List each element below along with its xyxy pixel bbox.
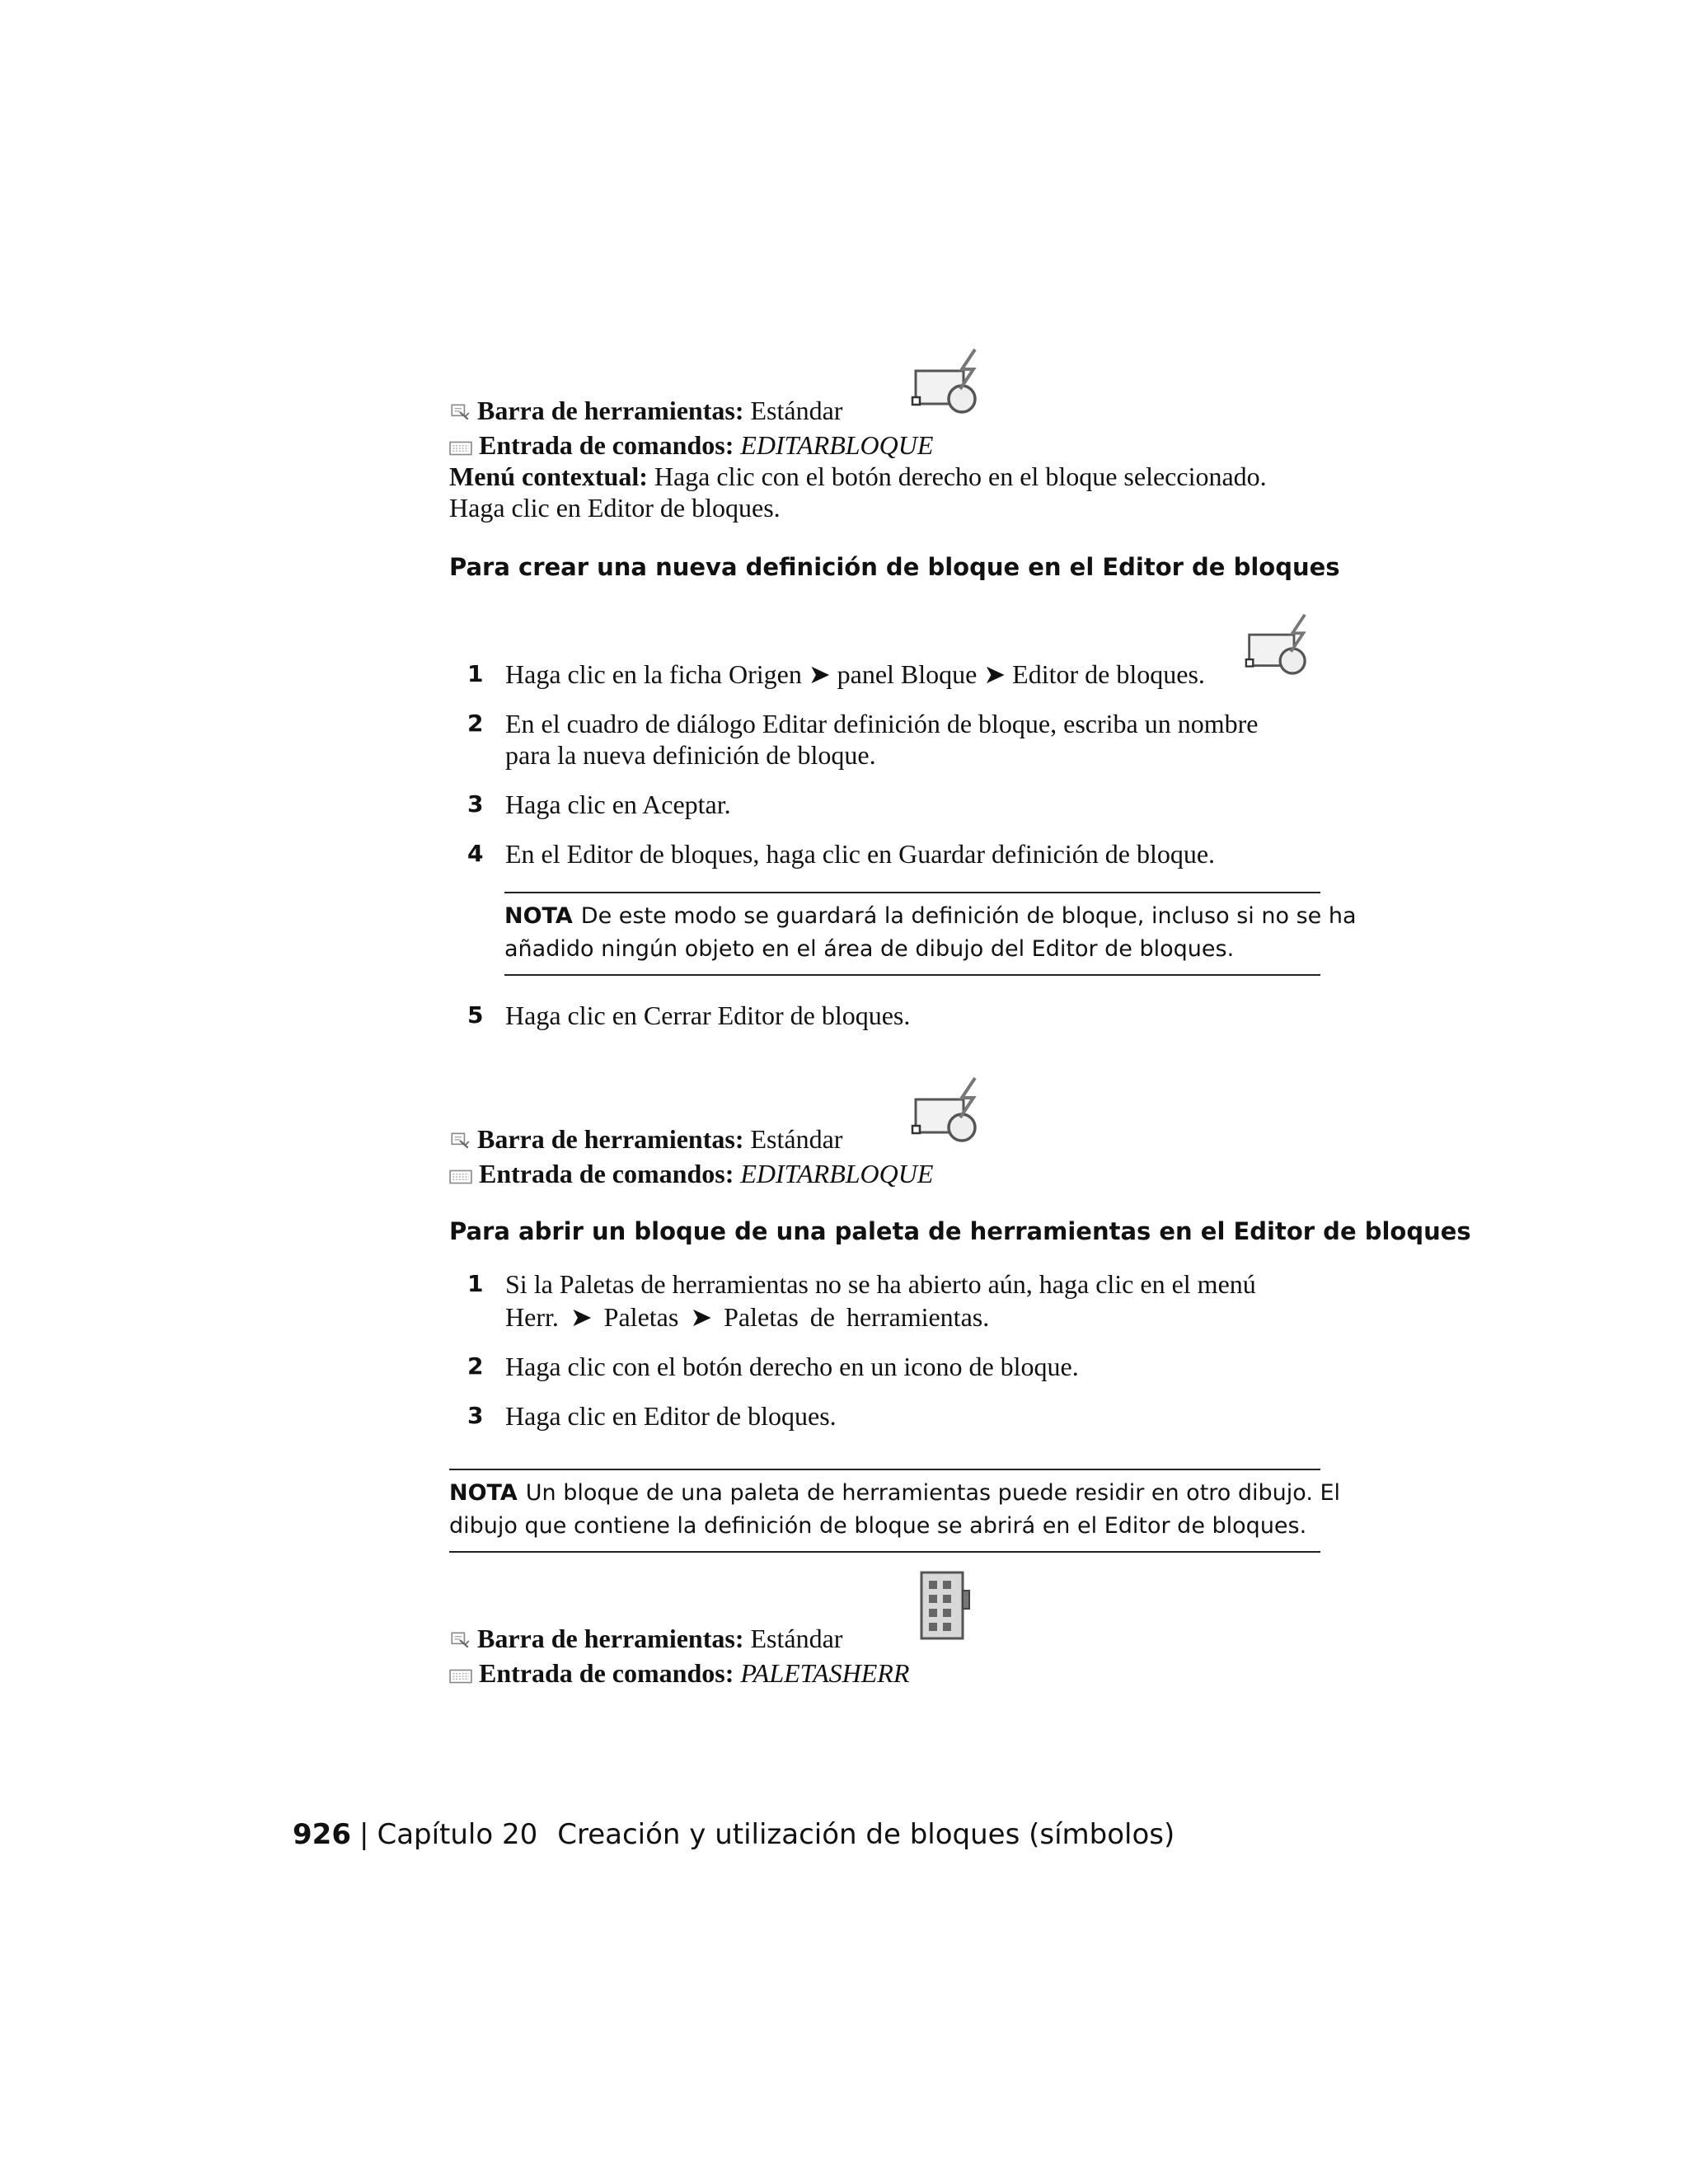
- command-label: Entrada de comandos:: [479, 1159, 734, 1188]
- tool-palettes-icon[interactable]: [918, 1569, 973, 1643]
- context-menu-line: [449, 460, 1267, 493]
- toolbar-label: Barra de herramientas:: [477, 1624, 744, 1653]
- step-text: Haga clic en Editor de bloques.: [505, 1401, 837, 1431]
- procedure-heading: Para abrir un bloque de una paleta de herramientas en el Editor de bloques: [449, 1217, 1471, 1245]
- toolbar-icon: [449, 1625, 471, 1658]
- step-number: 5: [467, 1001, 484, 1029]
- toolbar-label: Barra de herramientas:: [477, 1124, 744, 1154]
- procedure-heading: Para crear una nueva definición de bloque en el Editor de bloques: [449, 553, 1340, 581]
- context-menu-text-2: Haga clic en Editor de bloques.: [449, 493, 781, 523]
- toolbar-label: Barra de herramientas:: [477, 396, 744, 425]
- page-footer: [293, 1818, 1175, 1851]
- step-text-2: para la nueva definición de bloque.: [505, 740, 876, 770]
- step-number: 1: [467, 1270, 484, 1297]
- command-value: EDITARBLOQUE: [740, 1159, 934, 1188]
- note-text-2: dibujo que contiene la definición de bloque se abrirá en el Editor de bloques.: [449, 1513, 1307, 1539]
- command-value: EDITARBLOQUE: [740, 430, 934, 460]
- keyboard-icon: [449, 1160, 472, 1193]
- step-text: Si la Paletas de herramientas no se ha abierto aún, haga clic en el menú: [505, 1269, 1256, 1299]
- chapter-title: Creación y utilización de bloques (símbolos): [557, 1818, 1175, 1851]
- context-menu-text: Haga clic con el botón derecho en el bloque seleccionado.: [654, 462, 1267, 491]
- note-line: [449, 1477, 1341, 1510]
- toolbar-line: [449, 1622, 842, 1658]
- page-number: 926: [293, 1818, 351, 1851]
- step-text-2: Herr. ➤ Paletas ➤ Paletas de herramientas.: [505, 1302, 990, 1332]
- note-line: [504, 900, 1357, 933]
- toolbar-icon: [449, 1126, 471, 1159]
- step-number: 1: [467, 660, 484, 687]
- toolbar-value: Estándar: [750, 396, 843, 425]
- note-label: NOTA: [504, 903, 573, 929]
- toolbar-line: [449, 1122, 842, 1159]
- note-box: [449, 1469, 1341, 1553]
- step-number: 2: [467, 710, 484, 737]
- command-line: [449, 1157, 933, 1193]
- block-editor-icon[interactable]: [911, 1075, 990, 1154]
- step-text: En el Editor de bloques, haga clic en Guardar definición de bloque.: [505, 839, 1216, 869]
- note-text-2: añadido ningún objeto en el área de dibujo del Editor de bloques.: [504, 936, 1235, 962]
- command-value: PALETASHERR: [740, 1658, 910, 1688]
- step-text: En el cuadro de diálogo Editar definición de bloque, escriba un nombre: [505, 709, 1259, 738]
- toolbar-value: Estándar: [750, 1124, 843, 1154]
- step-text: Haga clic en la ficha Origen ➤ panel Bloque ➤ Editor de bloques.: [505, 659, 1205, 689]
- toolbar-line: [449, 394, 842, 430]
- step-text: Haga clic con el botón derecho en un icono de bloque.: [505, 1352, 1079, 1381]
- step-number: 2: [467, 1352, 484, 1380]
- toolbar-icon: [449, 397, 471, 430]
- step-number: 3: [467, 790, 484, 818]
- step-text: Haga clic en Aceptar.: [505, 790, 731, 819]
- step-number: 4: [467, 840, 484, 867]
- note-text: De este modo se guardará la definición de bloque, incluso si no se ha: [580, 903, 1357, 929]
- keyboard-icon: [449, 1660, 472, 1693]
- note-label: NOTA: [449, 1480, 518, 1506]
- chapter-label: Capítulo 20: [377, 1818, 538, 1851]
- note-text: Un bloque de una paleta de herramientas puede residir en otro dibujo. El: [525, 1480, 1341, 1506]
- toolbar-value: Estándar: [750, 1624, 843, 1653]
- command-line: [449, 1657, 909, 1693]
- command-label: Entrada de comandos:: [479, 1658, 734, 1688]
- note-box: [504, 892, 1357, 976]
- step-text: Haga clic en Cerrar Editor de bloques.: [505, 1001, 911, 1030]
- block-editor-icon[interactable]: [911, 346, 990, 425]
- step-number: 3: [467, 1402, 484, 1429]
- context-menu-label: Menú contextual:: [449, 462, 648, 491]
- footer-separator: |: [359, 1818, 369, 1851]
- command-label: Entrada de comandos:: [479, 430, 734, 460]
